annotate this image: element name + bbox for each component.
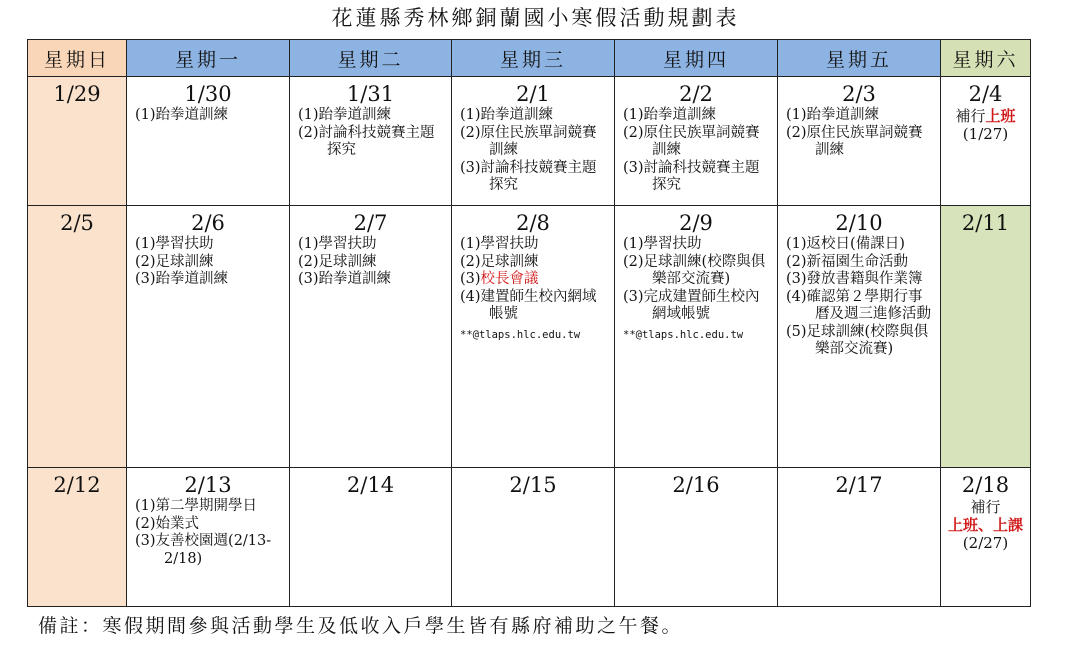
footnote: 備註：寒假期間參與活動學生及低收入戶學生皆有縣府補助之午餐。 <box>38 615 684 637</box>
activity-item: (2)討論科技競賽主題探究 <box>298 124 435 158</box>
activity-item: (3)跆拳道訓練 <box>298 271 392 287</box>
activity-item: (2)足球訓練(校際與俱樂部交流賽) <box>623 253 766 287</box>
date-label: 2/14 <box>346 473 395 497</box>
date-label: 2/10 <box>835 211 883 235</box>
calendar-table <box>27 39 1031 607</box>
activity-list <box>127 498 289 568</box>
activity-item: (3)友善校園週(2/13-2/18) <box>135 533 272 567</box>
activity-item: (2)始業式 <box>135 515 200 532</box>
header-thursday: 星期四 <box>615 40 778 77</box>
header-wednesday: 星期三 <box>452 40 615 77</box>
activity-item: (2)足球訓練 <box>460 253 539 270</box>
day-cell <box>452 468 615 607</box>
header-friday: 星期五 <box>778 40 941 77</box>
activity-item: (1)跆拳道訓練 <box>135 107 229 123</box>
activity-item: (4)確認第２學期行事曆及週三進修活動 <box>786 288 931 322</box>
date-label: 2/1 <box>516 82 550 106</box>
activity-item: (1)第二學期開學日 <box>135 498 258 514</box>
day-cell <box>615 468 778 607</box>
day-cell <box>941 206 1031 468</box>
activity-item: (2)新福園生命活動 <box>786 253 909 270</box>
activity-item: (3)完成建置師生校內網域帳號 <box>623 288 760 322</box>
date-label: 2/17 <box>835 473 883 497</box>
activity-item: (2)足球訓練 <box>298 253 377 270</box>
date-label: 1/31 <box>346 82 395 106</box>
date-label: 2/3 <box>842 82 876 106</box>
activity-item: (1)跆拳道訓練 <box>786 107 880 123</box>
makeup-date: (2/27) <box>962 534 1009 552</box>
activity-item: (1)學習扶助 <box>298 236 377 252</box>
date-label: 2/4 <box>968 82 1003 106</box>
day-cell <box>452 77 615 206</box>
date-label: 1/29 <box>53 82 101 106</box>
day-cell <box>290 468 452 607</box>
page-title: 花蓮縣秀林鄉銅蘭國小寒假活動規劃表 <box>331 6 740 30</box>
activity-number: (3) <box>460 271 481 287</box>
activity-list <box>290 236 451 289</box>
day-cell <box>615 206 778 468</box>
activity-item: (3)發放書籍與作業簿 <box>786 271 923 287</box>
date-label: 2/9 <box>679 211 713 235</box>
activity-item: (2)原住民族單詞競賽訓練 <box>786 124 923 158</box>
activity-list <box>778 107 940 160</box>
day-cell <box>778 77 941 206</box>
activity-item: (1)學習扶助 <box>135 236 214 252</box>
makeup-prefix: 補行 <box>955 107 986 125</box>
activity-item: (1)跆拳道訓練 <box>298 107 392 123</box>
date-label: 2/15 <box>509 473 557 497</box>
day-cell <box>941 77 1031 206</box>
date-label: 2/7 <box>353 211 388 235</box>
activity-item: (1)學習扶助 <box>460 236 539 252</box>
activity-list <box>615 236 777 344</box>
week-row-3 <box>28 468 1031 607</box>
activity-item: (5)足球訓練(校際與俱樂部交流賽) <box>786 323 929 357</box>
activity-item: (1)學習扶助 <box>623 236 702 252</box>
activity-list <box>615 107 777 195</box>
activity-item: (4)建置師生校內網域帳號 <box>460 288 597 322</box>
date-label: 2/18 <box>961 473 1010 497</box>
activity-item: (2)原住民族單詞競賽訓練 <box>460 124 597 158</box>
makeup-note <box>941 107 1030 125</box>
day-cell <box>290 77 452 206</box>
header-saturday: 星期六 <box>941 40 1031 77</box>
date-label: 2/16 <box>672 473 720 497</box>
header-tuesday: 星期二 <box>290 40 452 77</box>
day-cell <box>615 77 778 206</box>
activity-item: (1)返校日(備課日) <box>786 236 905 252</box>
day-cell <box>127 77 290 206</box>
date-label: 2/5 <box>60 211 94 235</box>
makeup-prefix: 補行 <box>970 498 1001 516</box>
day-cell <box>127 206 290 468</box>
date-label: 2/6 <box>191 211 225 235</box>
date-label: 2/12 <box>53 473 101 497</box>
email-domain: **@tlaps.hlc.edu.tw <box>623 328 744 341</box>
header-monday: 星期一 <box>127 40 290 77</box>
activity-item: (2)原住民族單詞競賽訓練 <box>623 124 760 158</box>
activity-item: (3)跆拳道訓練 <box>135 271 229 287</box>
activity-list <box>127 107 289 125</box>
week-row-2 <box>28 206 1031 468</box>
activity-list <box>452 107 614 195</box>
day-cell <box>778 206 941 468</box>
header-sunday: 星期日 <box>28 40 127 77</box>
day-cell <box>778 468 941 607</box>
day-cell <box>941 468 1031 607</box>
activity-list <box>452 236 614 344</box>
makeup-highlight: 上班 <box>985 107 1016 125</box>
date-label: 2/8 <box>516 211 550 235</box>
day-cell <box>127 468 290 607</box>
activity-list <box>290 107 451 160</box>
activity-item <box>460 271 608 289</box>
day-cell <box>452 206 615 468</box>
activity-item: (3)討論科技競賽主題探究 <box>623 159 760 193</box>
activity-item: (3)討論科技競賽主題探究 <box>460 159 597 193</box>
email-domain: **@tlaps.hlc.edu.tw <box>460 328 581 341</box>
week-row-1 <box>28 77 1031 206</box>
day-cell <box>290 206 452 468</box>
activity-list <box>127 236 289 289</box>
date-label: 2/11 <box>961 211 1010 235</box>
date-label: 1/30 <box>184 82 232 106</box>
activity-item: (1)跆拳道訓練 <box>623 107 717 123</box>
makeup-highlight: 上班、上課 <box>947 516 1023 534</box>
date-label: 2/13 <box>184 473 232 497</box>
date-label: 2/2 <box>679 82 713 106</box>
principal-meeting-highlight: 校長會議 <box>480 271 539 287</box>
day-cell <box>28 206 127 468</box>
activity-list <box>778 236 940 359</box>
day-cell <box>28 468 127 607</box>
makeup-date: (1/27) <box>962 125 1009 143</box>
activity-item: (1)跆拳道訓練 <box>460 107 554 123</box>
header-row <box>28 40 1031 77</box>
day-cell <box>28 77 127 206</box>
activity-item: (2)足球訓練 <box>135 253 214 270</box>
